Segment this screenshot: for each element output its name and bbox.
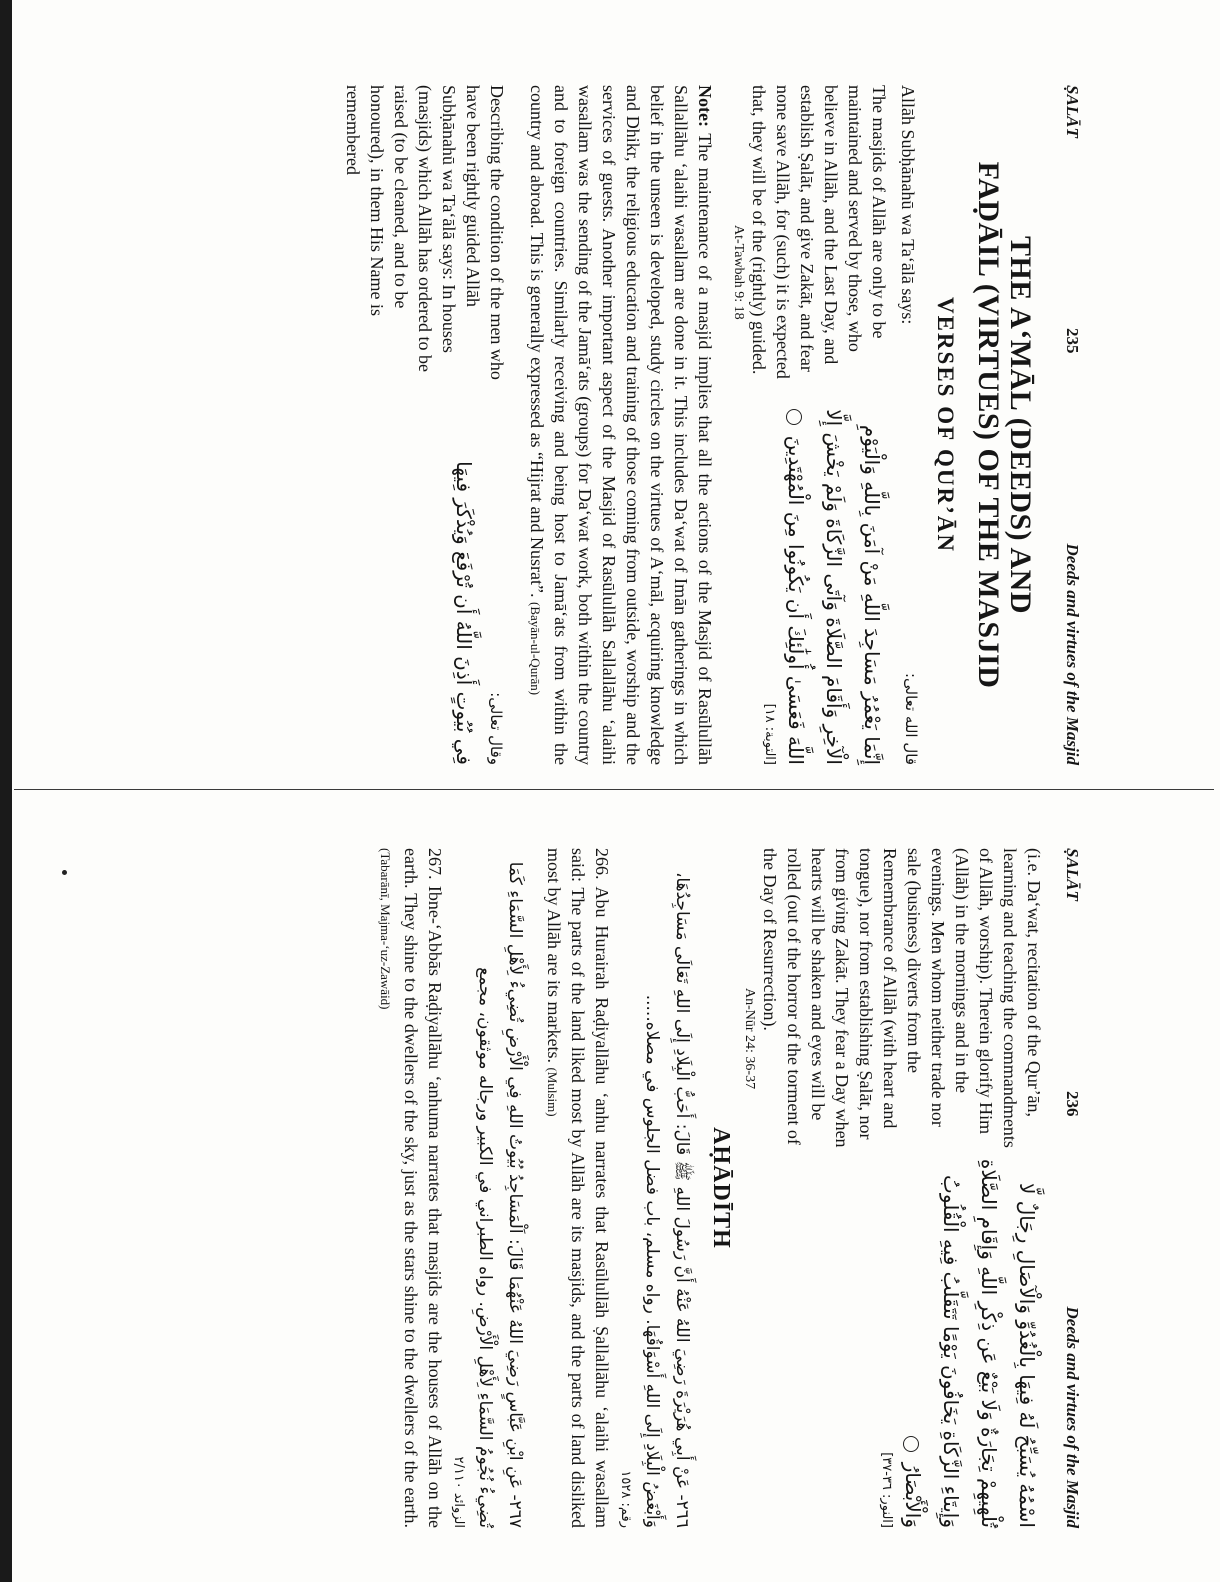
ayah-end-ornament-icon [787, 409, 803, 425]
page-number: 235 [1063, 327, 1082, 354]
running-header [1056, 85, 1082, 765]
hadith-266 [540, 848, 697, 1528]
header-right: Deeds and virtues of the Masjid [1063, 543, 1082, 765]
chapter-title [972, 85, 1036, 765]
page-number: 236 [1063, 1090, 1082, 1117]
verse-arabic-ref: [التوبة: ١٨] [762, 703, 777, 765]
verse-translation [740, 848, 1046, 1148]
verse-arabic-block [879, 1158, 1046, 1528]
describing-row [341, 85, 509, 765]
describing-arabic-intro: وقال تعالى: [487, 692, 505, 765]
note-text: The maintenance of a masjid implies that all the actions of the Masjid of Rasūlullāh Sallallāhu ‘alaihi wasallam are done in it. This includes Da‘wat of Imān gatherings in which belief in the unseen is developed, study circles on the virtues of A‘māl, acquiring knowledge and Dhikr, the religious education and training of those coming from outside, worship and the services of guests. Another important aspect of the Masjid of Rasūlullāh Sallallāhu ‘alaihi wasallam was the sending of the Jamā‘ats (groups) for Da‘wat work, both within the country and to foreign countries. Similarly receiving and being host to Jamā‘ats from within the country and abroad. This is generally expressed as “Hijrat and Nusrat”. [527, 85, 715, 765]
page-fold-line [14, 789, 1214, 790]
running-header [1056, 848, 1082, 1528]
verse-arabic-text [894, 1158, 1046, 1528]
hadith-267-source: (Tabarānī, Majma-‘uz-Zawāid) [378, 848, 393, 1010]
chapter-title-line-2: FAḌĀIL (VIRTUES) OF THE MASJID [972, 161, 1005, 689]
hadith-267-arabic: ٢٦٧- عَنِ ابْنِ عَبَّاسٍ رَضِيَ اللهُ عَنْهُمَا قَالَ: اَلْمَسَاجِدُ بُيُوتُ اللهِ فِي الْأَرْضِ تُضِيءُ لِأَهْلِ السَّمَاءِ كَمَا تُضِيءُ نُجُومُ السَّمَاءِ لِأَهْلِ الْأَرْضِ. رواه الطبراني في الكبير ورجاله موثقون، مجمع [475, 861, 525, 1528]
section-heading-ahadith: AḤĀDĪTH [708, 1127, 734, 1249]
intro-text: Allāh Subḥānahū wa Ta‘ālā says: [898, 85, 918, 325]
verse-row-tawbah [729, 85, 891, 765]
describing-text: Describing the condition of the men who have been rightly guided Allāh Subḥānahū wa Ta‘ālā says: In houses (masjids) which Allāh has ordered to be raised (to be cleaned, and to be honoured), in them His Name is remembered [343, 85, 507, 380]
verse-arabic-span: اسْمُهُ يُسَبِّحُ لَهُ فِيهَا بِالْغُدُوِّ وَالْآصَالِ رِجَالٌ لَّا تُلْهِيهِمْ تِجَارَةٌ وَلَا بَيْعٌ عَن ذِكْرِ اللَّهِ وَإِقَامِ الصَّلَاةِ وَإِيتَاءِ الزَّكَاةِ يَخَافُونَ يَوْمًا تَتَقَلَّبُ فِيهِ الْقُلُوبُ وَالْأَبْصَارُ [901, 1158, 1039, 1528]
header-right: Deeds and virtues of the Masjid [1063, 1306, 1082, 1528]
intro-row [891, 85, 924, 765]
hadith-266-arabic: ٢٦٦- عَنْ أَبِي هُرَيْرَةَ رَضِيَ اللهُ عَنْهُ أَنَّ رَسُولَ اللهِ ﷺ قَالَ: أَحَبُّ الْبِلَادِ إِلَى اللهِ تَعَالَى مَسَاجِدُهَا، وَأَبْغَضُ الْبِلَادِ إِلَى اللهِ أَسْوَاقُهَا. رواه مسلم، باب فضل الجلوس في مصلاه..... [642, 871, 692, 1528]
hadith-267-arabic-ref: الزوائد ٢/١١٠ [451, 1456, 466, 1528]
hadith-266-source: (Mulsim) [545, 1067, 560, 1117]
verse-translation [729, 85, 891, 385]
scan-speck [62, 870, 67, 875]
describing-arabic-block [445, 395, 509, 765]
chapter-title-line-1: THE A‘MĀL (DEEDS) AND [1004, 235, 1037, 615]
book-page-235 [82, 65, 1082, 785]
hadith-266-translation [540, 848, 614, 1528]
verse-translation-text: (i.e. Da‘wat, recitation of the Qur’ān, learning and teaching the commandments of Allāh, worship). Therein glorify Him (Allāh) in the mornings and in the evenings. Men whom neither trade nor sale (business) diverts from the Remembrance of Allāh (with heart and tongue), nor from establishing Ṣalāt, nor from giving Zakāt. They fear a Day when hearts will be shaken and eyes will be rolled (out of the horror of the torment of the Day of Resurrection). [760, 848, 1044, 1148]
scan-edge-shadow [0, 0, 12, 1582]
ayah-end-ornament-icon [904, 1436, 920, 1452]
verse-arabic-block [762, 395, 891, 765]
header-left: ṢALĀT [1063, 85, 1082, 138]
note-label: Note: [695, 85, 715, 127]
describing-arabic-text: فِي بُيُوتٍ أَذِنَ اللَّهُ أَن تُرْفَعَ وَيُذْكَرَ فِيهَا [452, 461, 476, 765]
verse-row-nur [740, 848, 1046, 1528]
verse-arabic-span: إِنَّمَا يَعْمُرُ مَسَاجِدَ اللَّهِ مَنْ آمَنَ بِاللَّهِ وَالْيَوْمِ الْآخِرِ وَأَقَامَ الصَّلَاةَ وَآتَى الزَّكَاةَ وَلَمْ يَخْشَ إِلَّا اللَّهَ فَعَسَىٰ أُولَٰئِكَ أَن يَكُونُوا مِنَ الْمُهْتَدِينَ [784, 409, 884, 765]
hadith-266-arabic-ref: رقم: ١٥٢٨ [618, 1470, 633, 1528]
hadith-267 [373, 848, 530, 1528]
verse-citation: An-Nūr 24: 36-37 [742, 988, 757, 1090]
verse-citation: At-Tawbah 9: 18 [731, 225, 746, 320]
note-paragraph [523, 85, 717, 765]
verse-translation-text: The masjids of Allāh are only to be maintained and served by those, who believe in Allāh, and the Last Day, and establish Ṣalāt, and give Zakāt, and fear none save Allāh, for (such) it is expected that, they will be of the (rightly) guided. [749, 85, 889, 379]
hadith-267-translation [373, 848, 447, 1528]
hadith-267-text: 267. Ibne-‘Abbās Raḍiyallāhu ‘anhuma narrates that masjids are the houses of Allāh on the earth. They shine to the dwellers of the sky, just as the stars shine to the dwellers of the earth. [401, 848, 445, 1528]
header-left: ṢALĀT [1063, 848, 1082, 901]
intro-arabic: قال الله تعالى: [902, 672, 920, 765]
note-source: (Bayān-ul-Qurān) [528, 602, 543, 696]
hadith-266-text: 266. Abu Hurairah Raḍiyallāhu ‘anhu narrates that Rasūlullāh Ṣallallāhu ‘alaihi wasallam said: The parts of the land liked most by Allāh are its masjids, and the parts of land disliked most by Allāh are its markets. [544, 848, 612, 1528]
verse-arabic-ref: [النور: ٣٦-٣٧] [879, 1452, 894, 1528]
verse-arabic-text [777, 395, 891, 765]
book-page-236 [82, 828, 1082, 1548]
section-heading-verses: VERSES OF QUR’ĀN [933, 296, 958, 554]
